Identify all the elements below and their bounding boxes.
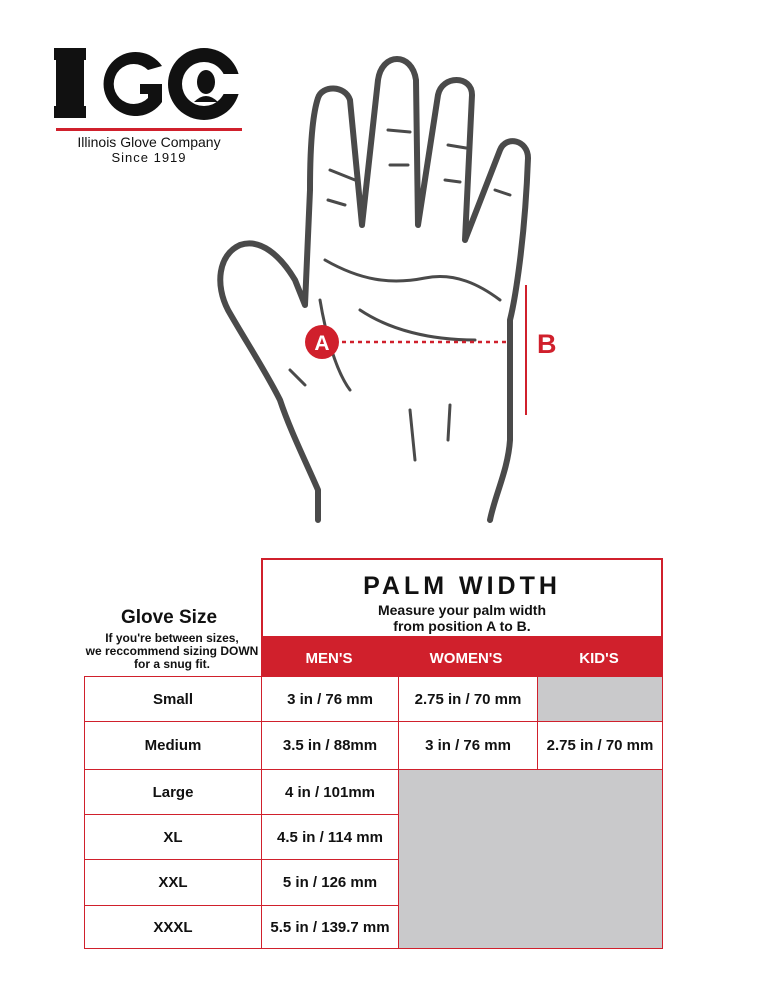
glove-size-note-line: for a snug fit. [134, 657, 210, 671]
glove-size-note-line: If you're between sizes, [105, 631, 239, 645]
womens-cell-small: 2.75 in / 70 mm [398, 676, 538, 722]
size-cell-medium: Medium [84, 721, 262, 770]
palm-width-title: PALM WIDTH [363, 572, 561, 600]
mens-cell-small: 3 in / 76 mm [261, 676, 399, 722]
palm-width-subtitle-line: from position A to B. [393, 618, 531, 634]
glove-size-note [82, 632, 262, 671]
company-since: Since 1919 [111, 150, 187, 165]
point-a-marker [305, 325, 339, 359]
size-cell-xxxl: XXXL [84, 905, 262, 949]
palm-width-subtitle-line: Measure your palm width [377, 602, 547, 618]
womens-cell-medium: 3 in / 76 mm [398, 721, 538, 770]
point-a-label: A [314, 332, 330, 355]
size-cell-xl: XL [84, 814, 262, 860]
palm-width-header [261, 558, 663, 638]
mens-cell-medium: 3.5 in / 88mm [261, 721, 399, 770]
mens-cell-xxxl: 5.5 in / 139.7 mm [261, 905, 399, 949]
mens-cell-large: 4 in / 101mm [261, 769, 399, 815]
hand-diagram [210, 40, 570, 530]
column-header-womens: WOMEN'S [429, 650, 503, 667]
column-header-mens: MEN'S [305, 650, 353, 667]
kids-cell-small-empty [537, 676, 663, 722]
kids-cell-medium: 2.75 in / 70 mm [537, 721, 663, 770]
mens-cell-xl: 4.5 in / 114 mm [261, 814, 399, 860]
point-b-label: B [537, 329, 557, 359]
size-cell-small: Small [84, 676, 262, 722]
size-cell-xxl: XXL [84, 859, 262, 906]
size-cell-large: Large [84, 769, 262, 815]
glove-size-title: Glove Size [120, 607, 218, 628]
company-name: Illinois Glove Company [77, 134, 221, 150]
glove-size-note-line: we reccommend sizing DOWN [85, 644, 259, 658]
mens-cell-xxl: 5 in / 126 mm [261, 859, 399, 906]
column-header-bar [261, 638, 663, 676]
palm-width-subtitle [263, 602, 661, 634]
hand-outline [220, 59, 528, 520]
column-header-kids: KID'S [579, 650, 619, 667]
empty-size-block [398, 769, 663, 949]
